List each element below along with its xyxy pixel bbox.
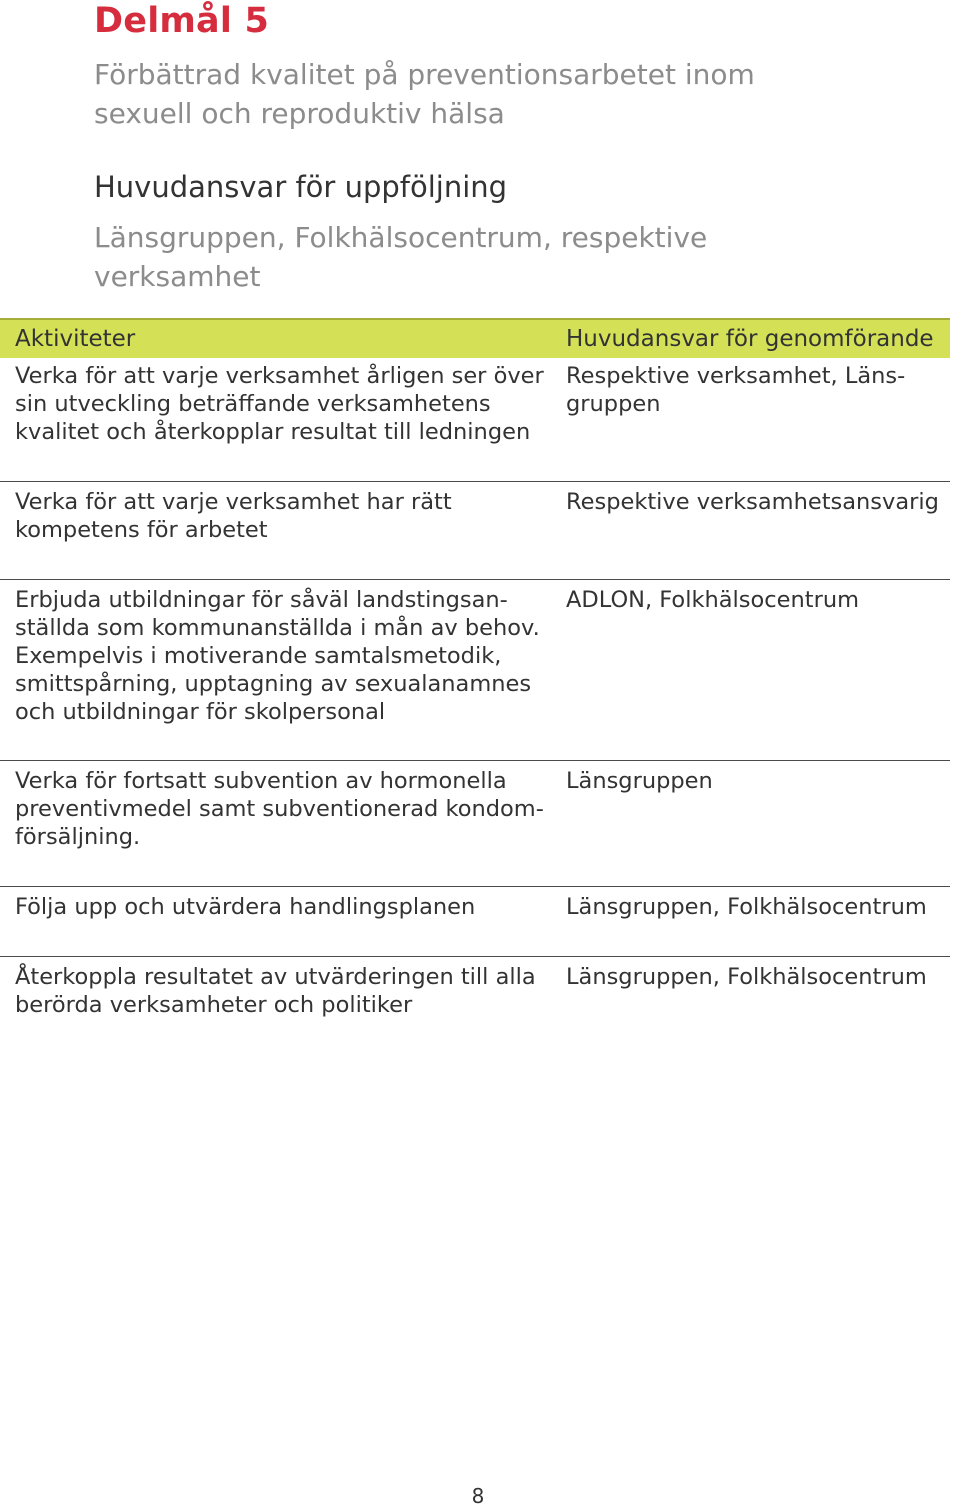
table-row-activity: Verka för att varje verksamhet årligen ser över sin utveckling beträffande verksamhetens kvalitet och återkopplar resultat till ledningen [15, 363, 544, 445]
row-divider [0, 956, 950, 957]
row-divider [0, 481, 950, 482]
table-row-activity: Verka för att varje verksamhet har rätt kompetens för arbetet [15, 489, 452, 543]
column-header-activities: Aktiviteter [15, 326, 136, 352]
table-row-responsible: Länsgruppen, Folkhälsocentrum [566, 964, 927, 990]
table-row-responsible: Länsgruppen, Folkhälsocentrum [566, 894, 927, 920]
table-row-responsible: Respektive verksamhetsansvarig [566, 489, 939, 515]
row-divider [0, 579, 950, 580]
goal-subtitle: Förbättrad kvalitet på preventionsarbetet inom sexuell och reproduktiv hälsa [94, 58, 755, 130]
followup-heading: Huvudansvar för uppföljning [94, 170, 508, 204]
table-header [0, 318, 950, 358]
table-row-activity: Erbjuda utbildningar för såväl landstingsan- ställda som kommunanställda i mån av behov. Exempelvis i motiverande samtalsmetodik, smittspårning, upptagning av sexualanamnes och utbildningar för skolpersonal [15, 587, 540, 725]
table-row-responsible: Respektive verksamhet, Läns- gruppen [566, 363, 906, 417]
goal-title: Delmål 5 [94, 1, 270, 41]
table-row-activity: Följa upp och utvärdera handlingsplanen [15, 894, 476, 920]
column-header-responsible: Huvudansvar för genomförande [566, 326, 934, 352]
table-row-activity: Verka för fortsatt subvention av hormonella preventivmedel samt subventionerad kondom- försäljning. [15, 768, 544, 850]
followup-text: Länsgruppen, Folkhälsocentrum, respektive verksamhet [94, 221, 708, 293]
table-row-activity: Återkoppla resultatet av utvärderingen till alla berörda verksamheter och politiker [15, 964, 536, 1018]
row-divider [0, 760, 950, 761]
table-row-responsible: ADLON, Folkhälsocentrum [566, 587, 859, 613]
row-divider [0, 886, 950, 887]
table-row-responsible: Länsgruppen [566, 768, 713, 794]
page-number: 8 [471, 1484, 485, 1508]
